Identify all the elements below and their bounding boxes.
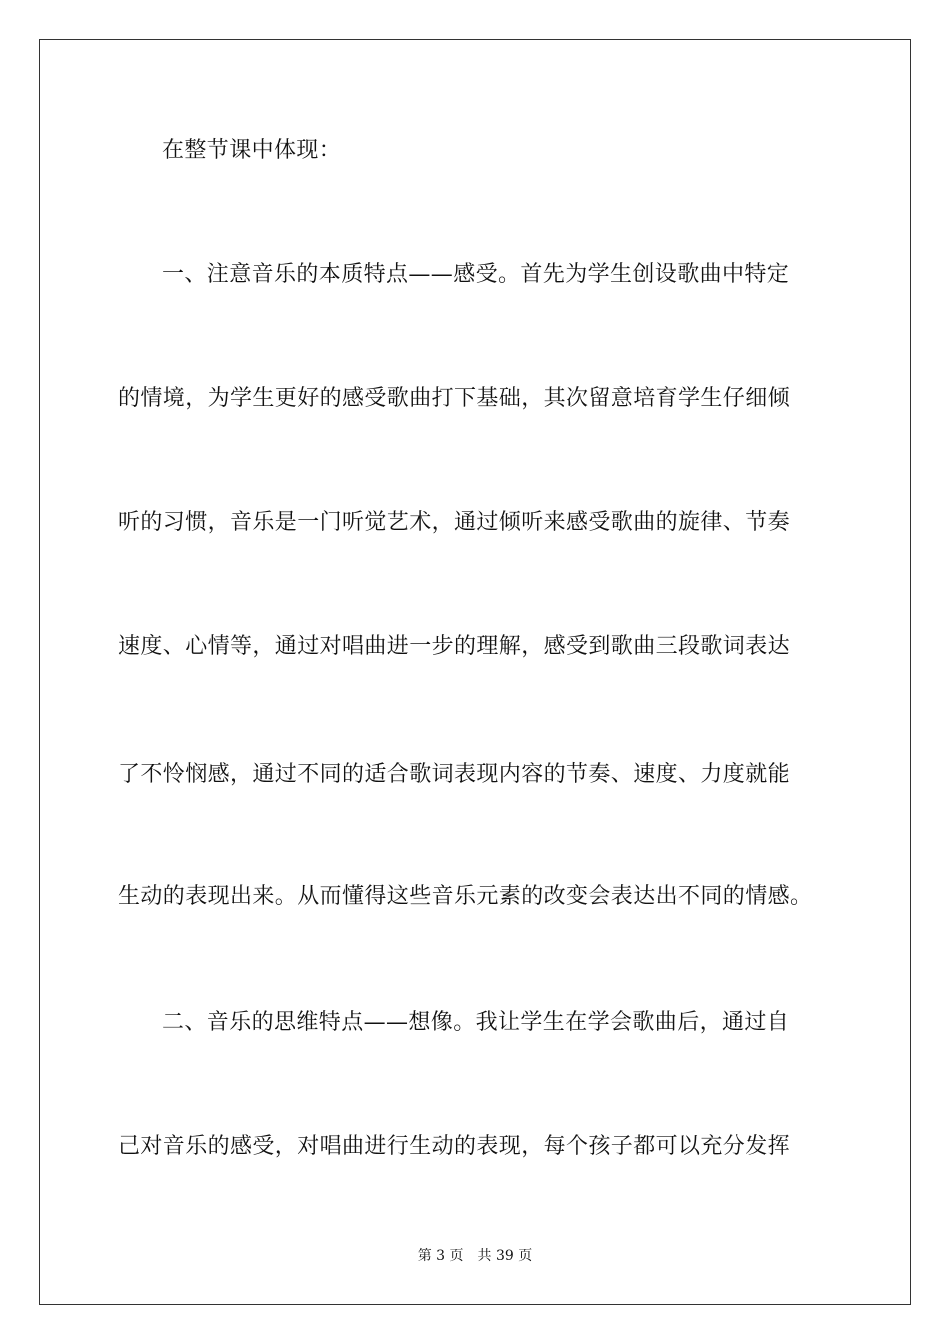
text-line-intro: 在整节课中体现： bbox=[162, 138, 342, 163]
page-number: 第 3 页 bbox=[417, 1248, 464, 1264]
text-line: 的情境，为学生更好的感受歌曲打下基础，其次留意培育学生仔细倾 bbox=[118, 386, 791, 411]
text-line: 听的习惯，音乐是一门听觉艺术，通过倾听来感受歌曲的旋律、节奏 bbox=[118, 510, 791, 535]
page-border bbox=[39, 39, 911, 1305]
text-line: 了不怜悯感，通过不同的适合歌词表现内容的节奏、速度、力度就能 bbox=[118, 762, 791, 787]
text-line: 己对音乐的感受，对唱曲进行生动的表现，每个孩子都可以充分发挥 bbox=[118, 1134, 791, 1159]
text-line: 速度、心情等，通过对唱曲进一步的理解，感受到歌曲三段歌词表达 bbox=[118, 634, 791, 659]
page-footer bbox=[0, 1246, 950, 1266]
text-line-point-two-start: 二、音乐的思维特点——想像。我让学生在学会歌曲后，通过自 bbox=[162, 1010, 790, 1035]
text-line: 生动的表现出来。从而懂得这些音乐元素的改变会表达出不同的情感。 bbox=[118, 884, 813, 909]
page-total: 共 39 页 bbox=[477, 1248, 533, 1264]
text-line-point-one-start: 一、注意音乐的本质特点——感受。首先为学生创设歌曲中特定 bbox=[162, 262, 790, 287]
